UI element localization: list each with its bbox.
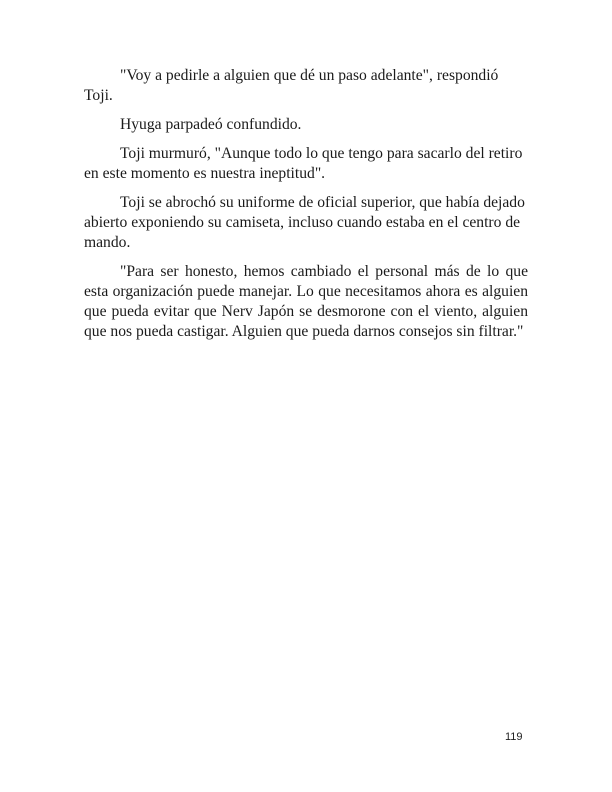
- paragraph-4: Toji se abrochó su uniforme de oficial superior, que había dejado abierto exponiendo su camiseta, incluso cuando estaba en el centro de mando.: [84, 194, 525, 251]
- paragraph-1: "Voy a pedirle a alguien que dé un paso adelante", respondió Toji.: [84, 67, 499, 104]
- paragraph-2: Hyuga parpadeó confundido.: [120, 116, 302, 133]
- body-text: [84, 66, 528, 351]
- paragraph-5: "Para ser honesto, hemos cambiado el personal más de lo que esta organización puede manejar. Lo que necesitamos ahora es alguien que pueda evitar que Nerv Japón se desmorone con el viento, alguien que nos pueda castigar. Alguien que pueda darnos consejos sin filtrar.": [84, 263, 528, 340]
- paragraph-3: Toji murmuró, "Aunque todo lo que tengo para sacarlo del retiro en este momento es nuestra ineptitud".: [84, 145, 523, 182]
- page-number: 119: [505, 731, 523, 743]
